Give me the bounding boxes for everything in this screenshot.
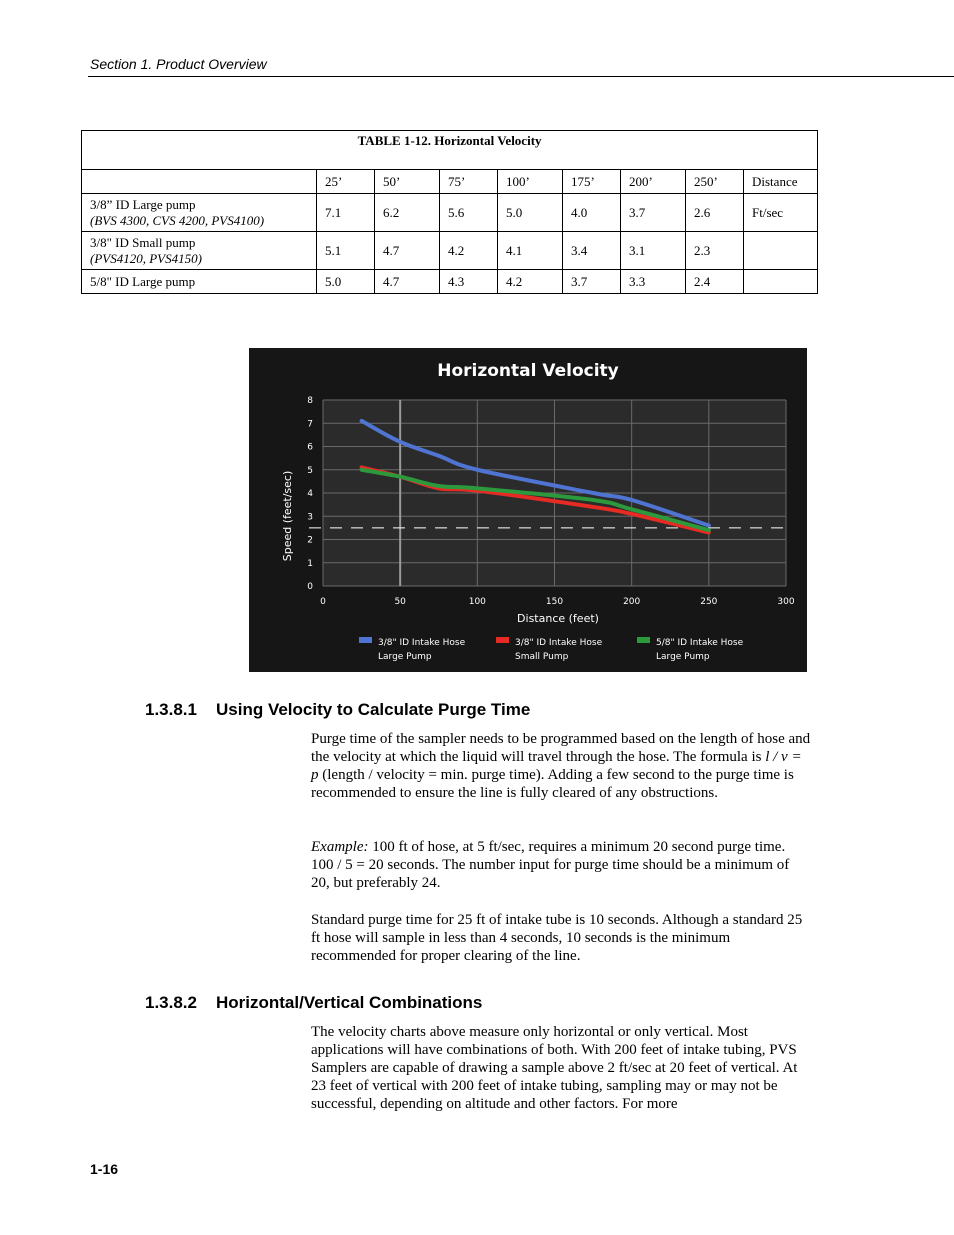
row-label [82, 232, 317, 270]
running-header: Section 1. Product Overview [90, 56, 267, 72]
row-label-main: 3/8” ID Large pump [90, 196, 196, 212]
column-header: 200’ [621, 170, 686, 194]
table-cell: 4.0 [563, 194, 621, 232]
section-title: Using Velocity to Calculate Purge Time [216, 700, 531, 719]
y-tick-label: 2 [307, 535, 313, 546]
x-tick-label: 300 [777, 597, 795, 607]
paragraph-standard-purge [311, 911, 811, 965]
table-header-row [82, 170, 818, 194]
x-tick-label: 50 [394, 597, 406, 607]
table-cell [744, 232, 818, 270]
table-cell: 2.3 [686, 232, 744, 270]
text-run: (length / velocity = min. purge time). Adding a few second to the purge time is recommended to ensure the line is fully cleared of any obstructions. [311, 767, 794, 801]
paragraph-example [311, 838, 811, 892]
example-lead: Example: [311, 839, 369, 855]
legend-swatch [496, 637, 509, 643]
table-cell: 3.7 [621, 194, 686, 232]
legend-swatch [359, 637, 372, 643]
table-cell: 5.0 [317, 270, 375, 294]
row-label-models: (BVS 4300, CVS 4200, PVS4100) [90, 212, 265, 228]
row-label-models: (PVS4120, PVS4150) [90, 250, 202, 266]
column-header: 175’ [563, 170, 621, 194]
section-number: 1.3.8.2 [145, 993, 197, 1012]
table-cell: 5.6 [440, 194, 498, 232]
chart-title: Horizontal Velocity [437, 361, 619, 381]
y-tick-label: 7 [307, 419, 313, 430]
horizontal-velocity-chart [249, 348, 807, 672]
column-header: 50’ [375, 170, 440, 194]
legend-swatch [637, 637, 650, 643]
table-cell: 5.0 [498, 194, 563, 232]
table-cell: 4.2 [440, 232, 498, 270]
x-tick-label: 100 [468, 597, 486, 607]
table-cell: 3.7 [563, 270, 621, 294]
table-cell: 7.1 [317, 194, 375, 232]
section-title: Horizontal/Vertical Combinations [216, 993, 483, 1012]
y-axis-label: Speed (feet/sec) [281, 470, 294, 562]
table-cell: 3.4 [563, 232, 621, 270]
table-cell: 2.6 [686, 194, 744, 232]
table-row [82, 232, 818, 270]
column-header: 250’ [686, 170, 744, 194]
row-label-main: 5/8" ID Large pump [90, 273, 196, 289]
text-run: Standard purge time for 25 ft of intake tube is 10 seconds. Although a standard 25 ft hose will sample in less than 4 seconds, 10 seconds is the minimum recommended for proper clearing of the line. [311, 912, 803, 964]
column-header: 25’ [317, 170, 375, 194]
row-label [82, 194, 317, 232]
table-cell: 5.1 [317, 232, 375, 270]
column-header: 75’ [440, 170, 498, 194]
header-rule [88, 76, 954, 77]
table-header-blank [82, 170, 317, 194]
legend-label: Small Pump [515, 652, 569, 662]
legend-label: Large Pump [378, 652, 432, 662]
column-header: Distance [744, 170, 818, 194]
x-tick-label: 150 [545, 597, 564, 607]
x-tick-label: 200 [623, 597, 641, 607]
row-label-main: 3/8" ID Small pump [90, 234, 196, 250]
legend-label: Large Pump [656, 652, 710, 662]
x-tick-label: 0 [320, 597, 326, 607]
section-heading-combinations [145, 993, 482, 1013]
legend-label: 3/8" ID Intake Hose [378, 638, 466, 648]
legend-label: 5/8" ID Intake Hose [656, 638, 744, 648]
paragraph-combinations [311, 1023, 811, 1113]
chart-canvas [249, 348, 807, 672]
table-row [82, 270, 818, 294]
table-cell: 4.7 [375, 232, 440, 270]
x-axis-label: Distance (feet) [517, 612, 599, 625]
y-tick-label: 5 [307, 465, 313, 476]
y-tick-label: 1 [307, 558, 313, 569]
table-cell: 6.2 [375, 194, 440, 232]
text-run: 100 ft of hose, at 5 ft/sec, requires a minimum 20 second purge time. 100 / 5 = 20 seconds. The number input for purge time should be a minimum of 20, but preferably 24. [311, 839, 790, 891]
chart-legend [359, 637, 744, 662]
table-cell: 4.2 [498, 270, 563, 294]
y-tick-label: 6 [307, 442, 313, 453]
y-tick-label: 0 [307, 582, 313, 592]
table-cell: 4.1 [498, 232, 563, 270]
velocity-table [81, 130, 818, 294]
column-header: 100’ [498, 170, 563, 194]
table-cell: 3.1 [621, 232, 686, 270]
formula: l / v = p [311, 749, 802, 783]
table-row [82, 194, 818, 232]
y-tick-label: 3 [307, 512, 313, 523]
y-tick-label: 8 [307, 396, 313, 406]
y-tick-label: 4 [307, 489, 313, 499]
section-heading-purge-time [145, 700, 530, 720]
table-cell: 3.3 [621, 270, 686, 294]
table-cell: Ft/sec [744, 194, 818, 232]
legend-label: 3/8" ID Intake Hose [515, 638, 603, 648]
table-cell: 2.4 [686, 270, 744, 294]
text-run: Purge time of the sampler needs to be programmed based on the length of hose and the velocity at which the liquid will travel through the hose. The formula is [311, 731, 811, 765]
row-label [82, 270, 317, 294]
table-cell [744, 270, 818, 294]
table-title: TABLE 1-12. Horizontal Velocity [82, 131, 818, 170]
paragraph-purge-formula [311, 730, 811, 802]
text-run: The velocity charts above measure only horizontal or only vertical. Most applications will have combinations of both. With 200 feet of intake tubing, PVS Samplers are capable of drawing a sample above 2 ft/sec at 20 feet of vertical. At 23 feet of vertical with 200 feet of intake tubing, sampling may or may not be successful, depending on altitude and other factors. For more [311, 1024, 798, 1112]
x-tick-label: 250 [700, 597, 718, 607]
table-cell: 4.7 [375, 270, 440, 294]
page-number: 1-16 [90, 1161, 119, 1177]
section-number: 1.3.8.1 [145, 700, 197, 719]
table-cell: 4.3 [440, 270, 498, 294]
